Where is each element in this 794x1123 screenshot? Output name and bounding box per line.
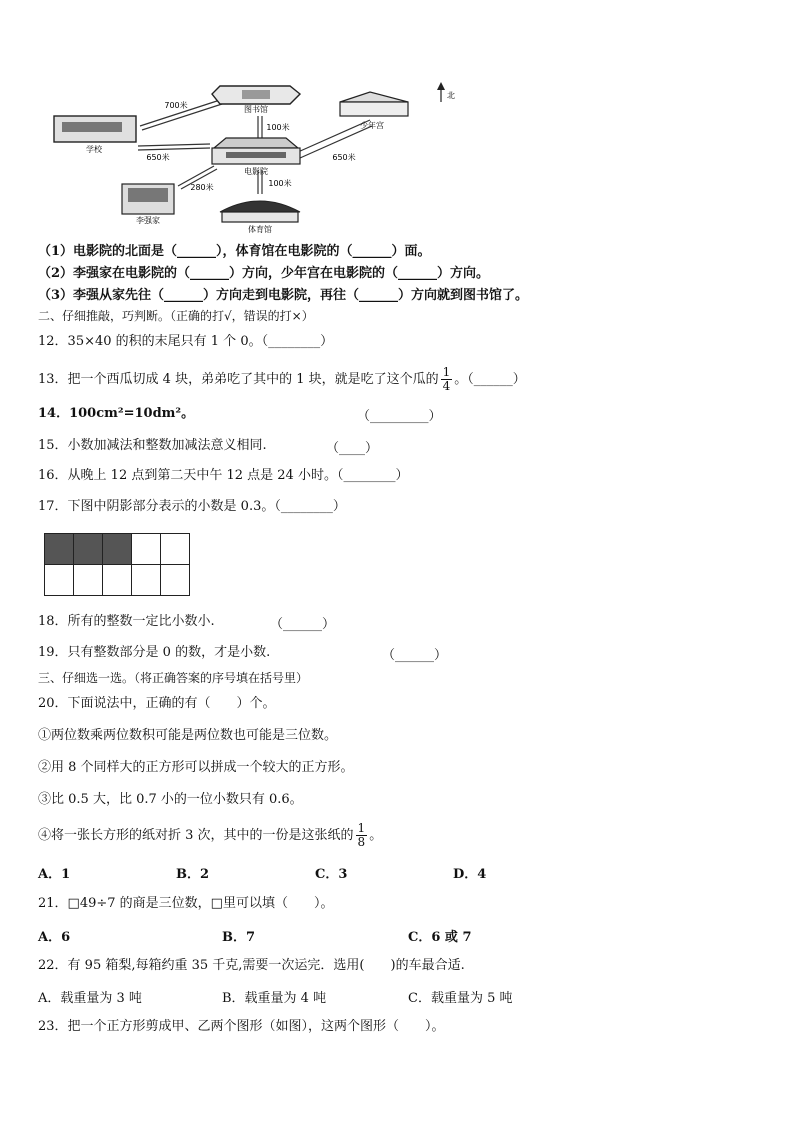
map-figure [50, 78, 470, 238]
liqiang-home-building [122, 184, 174, 225]
school-label: 学校 [86, 145, 102, 154]
q20-option-a[interactable]: A．1 [38, 867, 71, 882]
section-2-title: 二、仔细推敲，巧判断。（正确的打√，错误的打×） [38, 309, 314, 323]
q15: 15．小数加减法和整数加减法意义相同. [38, 438, 267, 453]
q22-option-c[interactable]: C．载重量为 5 吨 [408, 991, 513, 1006]
q21-option-c[interactable]: C．6 或 7 [408, 930, 472, 945]
q13-fraction [441, 366, 453, 393]
cinema-label: 电影院 [244, 167, 268, 176]
q20-option-d[interactable]: D．4 [453, 867, 487, 882]
cinema-building [212, 138, 300, 176]
distance-school-cinema: 650米 [146, 153, 170, 162]
grid-cell [103, 565, 132, 596]
q13-denominator: 4 [442, 379, 451, 393]
q11-line3: （3）李强从家先往（______）方向走到电影院，再往（______）方向就到图书馆了。 [38, 288, 529, 303]
liqiang-home-label: 李强家 [136, 216, 160, 225]
distance-cinema-gym: 100米 [268, 179, 292, 188]
q21-option-b[interactable]: B．7 [222, 930, 256, 945]
grid-cell [74, 565, 103, 596]
grid-cell-shaded [103, 534, 132, 565]
q20-s4-denominator: 8 [357, 835, 366, 849]
q19-blank: （______） [382, 648, 448, 663]
q20-s4-end: 。 [369, 828, 383, 843]
grid-cell [132, 534, 161, 565]
grid-cell-shaded [45, 534, 74, 565]
library-building [212, 86, 300, 114]
q11-line2: （2）李强家在电影院的（______）方向，少年宫在电影院的（______）方向。 [38, 266, 490, 281]
q19: 19．只有整数部分是 0 的数，才是小数. [38, 645, 271, 660]
q20-statement-2: ②用 8 个同样大的正方形可以拼成一个较大的正方形。 [38, 760, 354, 775]
q12: 12．35×40 的积的末尾只有 1 个 0。（________） [38, 334, 334, 349]
grid-cell [132, 565, 161, 596]
q11-line1: （1）电影院的北面是（______），体育馆在电影院的（______）面。 [38, 244, 431, 259]
q20-option-c[interactable]: C．3 [315, 867, 348, 882]
gym-label: 体育馆 [248, 225, 272, 234]
q13-numerator: 1 [442, 365, 451, 379]
north-arrow-icon [437, 82, 445, 102]
q18: 18．所有的整数一定比小数小. [38, 614, 215, 629]
north-label: 北 [447, 91, 455, 100]
q18-blank: （______） [270, 617, 336, 632]
q20-s4-text: ④将一张长方形的纸对折 3 次，其中的一份是这张纸的 [38, 828, 354, 843]
q13-text: 13．把一个西瓜切成 4 块，弟弟吃了其中的 1 块，就是吃了这个瓜的 [38, 372, 439, 387]
youth-palace-building [340, 92, 408, 130]
q20-s4-numerator: 1 [357, 821, 366, 835]
grid-cell-shaded [74, 534, 103, 565]
gym-building [220, 201, 300, 234]
q22-option-b[interactable]: B．载重量为 4 吨 [222, 991, 327, 1006]
distance-library-cinema: 100米 [266, 123, 290, 132]
q14-blank: （_________） [357, 409, 442, 424]
distance-cinema-youth: 650米 [332, 153, 356, 162]
q20-s4-fraction [356, 822, 368, 849]
q22-stem: 22．有 95 箱梨,每箱约重 35 千克,需要一次运完．选用( )的车最合适. [38, 958, 465, 973]
q20-stem: 20．下面说法中，正确的有（ ）个。 [38, 696, 276, 711]
school-building [54, 116, 136, 154]
q15-blank: （____） [326, 441, 379, 456]
grid-cell [161, 565, 190, 596]
q14: 14．100cm²=10dm²。 [38, 406, 195, 421]
grid-cell [45, 565, 74, 596]
q22-option-a[interactable]: A．载重量为 3 吨 [38, 991, 142, 1006]
q21-stem: 21．□49÷7 的商是三位数，□里可以填（ ）。 [38, 896, 334, 911]
youth-palace-label: 少年宫 [360, 121, 384, 130]
q13 [38, 366, 526, 393]
q20-statement-1: ①两位数乘两位数积可能是两位数也可能是三位数。 [38, 728, 338, 743]
q17: 17．下图中阴影部分表示的小数是 0.3。（________） [38, 499, 346, 514]
q23-stem: 23．把一个正方形剪成甲、乙两个图形（如图），这两个图形（ ）。 [38, 1019, 445, 1034]
section-3-title: 三、仔细选一选。（将正确答案的序号填在括号里） [38, 671, 309, 685]
distance-school-library: 700米 [164, 101, 188, 110]
q16: 16．从晚上 12 点到第二天中午 12 点是 24 小时。（________） [38, 468, 409, 483]
q20-statement-4 [38, 822, 382, 849]
q17-grid [44, 533, 190, 596]
distance-home-cinema: 280米 [190, 183, 214, 192]
q21-option-a[interactable]: A．6 [38, 930, 71, 945]
q20-option-b[interactable]: B．2 [176, 867, 210, 882]
grid-cell [161, 534, 190, 565]
q20-statement-3: ③比 0.5 大，比 0.7 小的一位小数只有 0.6。 [38, 792, 303, 807]
q13-blank: 。（______） [454, 372, 526, 387]
library-label: 图书馆 [244, 105, 268, 114]
